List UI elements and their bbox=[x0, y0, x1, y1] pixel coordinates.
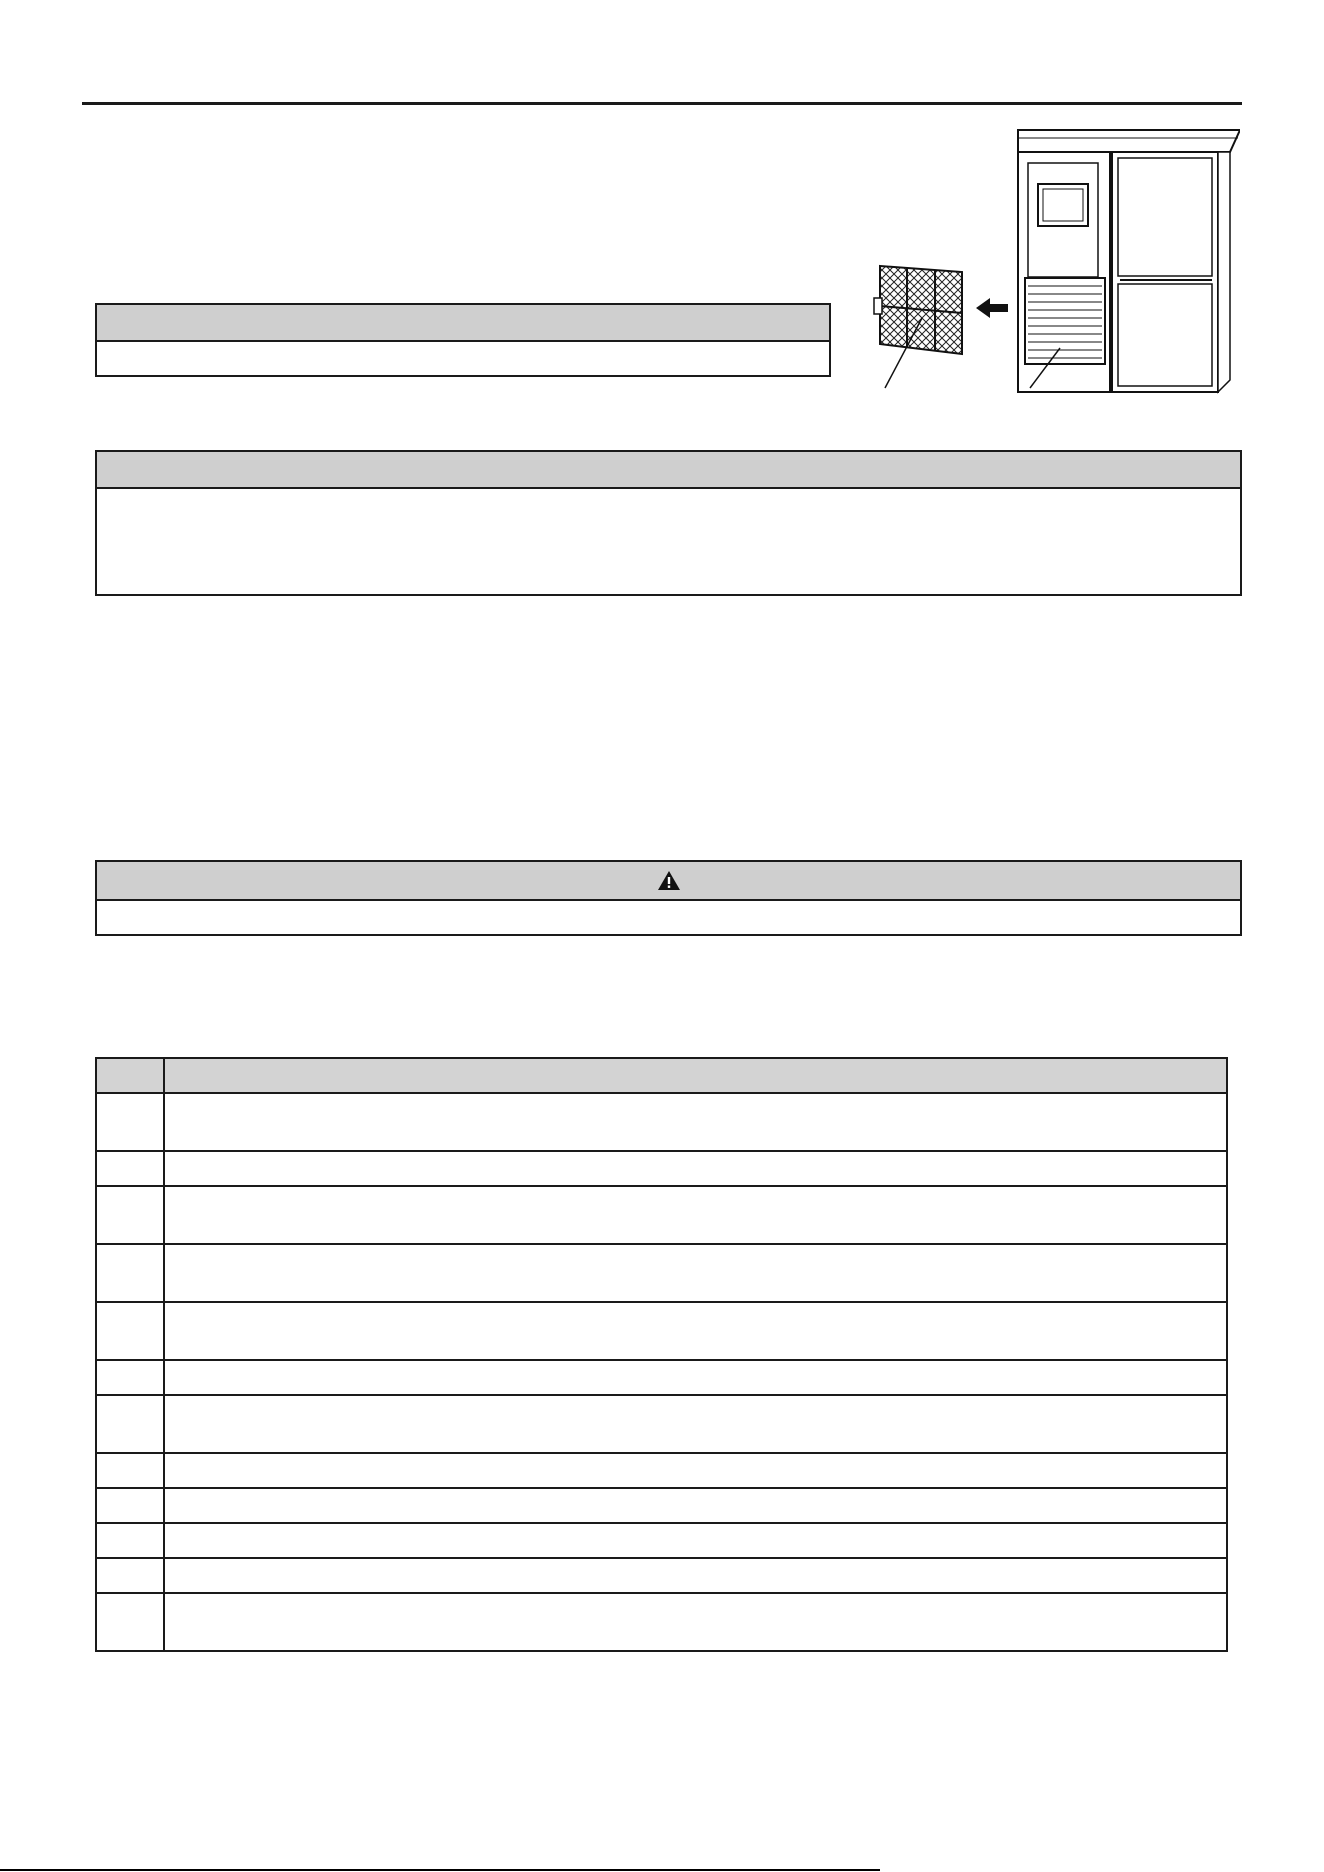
row-number bbox=[96, 1558, 164, 1593]
table-header-description bbox=[164, 1058, 1227, 1093]
note-box bbox=[95, 303, 831, 377]
row-number bbox=[96, 1523, 164, 1558]
row-number bbox=[96, 1151, 164, 1186]
table-row bbox=[96, 1244, 1227, 1302]
row-text bbox=[164, 1186, 1227, 1244]
countertop bbox=[1018, 130, 1240, 152]
table-row bbox=[96, 1395, 1227, 1453]
table-row bbox=[96, 1558, 1227, 1593]
row-text bbox=[164, 1395, 1227, 1453]
row-number bbox=[96, 1244, 164, 1302]
table-row bbox=[96, 1593, 1227, 1651]
caution-box-header bbox=[97, 452, 1240, 489]
warning-box bbox=[95, 860, 1242, 936]
row-number bbox=[96, 1360, 164, 1395]
row-number bbox=[96, 1093, 164, 1151]
row-text bbox=[164, 1360, 1227, 1395]
top-rule bbox=[82, 102, 1242, 105]
note-box-body bbox=[97, 342, 829, 350]
row-text bbox=[164, 1488, 1227, 1523]
bottom-rule bbox=[0, 1869, 880, 1871]
row-text bbox=[164, 1093, 1227, 1151]
row-text bbox=[164, 1302, 1227, 1360]
note-box-header bbox=[97, 305, 829, 342]
table-row bbox=[96, 1523, 1227, 1558]
warning-triangle-icon bbox=[657, 870, 681, 891]
table-row bbox=[96, 1186, 1227, 1244]
warning-box-body bbox=[97, 901, 1240, 909]
right-cabinet bbox=[1112, 152, 1230, 392]
row-text bbox=[164, 1558, 1227, 1593]
table-header-no bbox=[96, 1058, 164, 1093]
table-row bbox=[96, 1151, 1227, 1186]
row-text bbox=[164, 1523, 1227, 1558]
row-number bbox=[96, 1186, 164, 1244]
table-row bbox=[96, 1453, 1227, 1488]
condenser-grille bbox=[1025, 278, 1105, 364]
table-row bbox=[96, 1093, 1227, 1151]
table-row bbox=[96, 1488, 1227, 1523]
removable-filter bbox=[874, 266, 962, 354]
warning-box-header bbox=[97, 862, 1240, 901]
row-number bbox=[96, 1593, 164, 1651]
table-row bbox=[96, 1360, 1227, 1395]
row-text bbox=[164, 1151, 1227, 1186]
row-text bbox=[164, 1244, 1227, 1302]
parts-table bbox=[95, 1057, 1228, 1652]
row-text bbox=[164, 1453, 1227, 1488]
row-number bbox=[96, 1488, 164, 1523]
row-number bbox=[96, 1453, 164, 1488]
row-text bbox=[164, 1593, 1227, 1651]
row-number bbox=[96, 1302, 164, 1360]
caution-box-body bbox=[97, 489, 1240, 497]
row-number bbox=[96, 1395, 164, 1453]
remove-direction-arrow bbox=[976, 298, 1008, 318]
appliance-illustration bbox=[850, 118, 1240, 398]
caution-box bbox=[95, 450, 1242, 596]
table-row bbox=[96, 1302, 1227, 1360]
